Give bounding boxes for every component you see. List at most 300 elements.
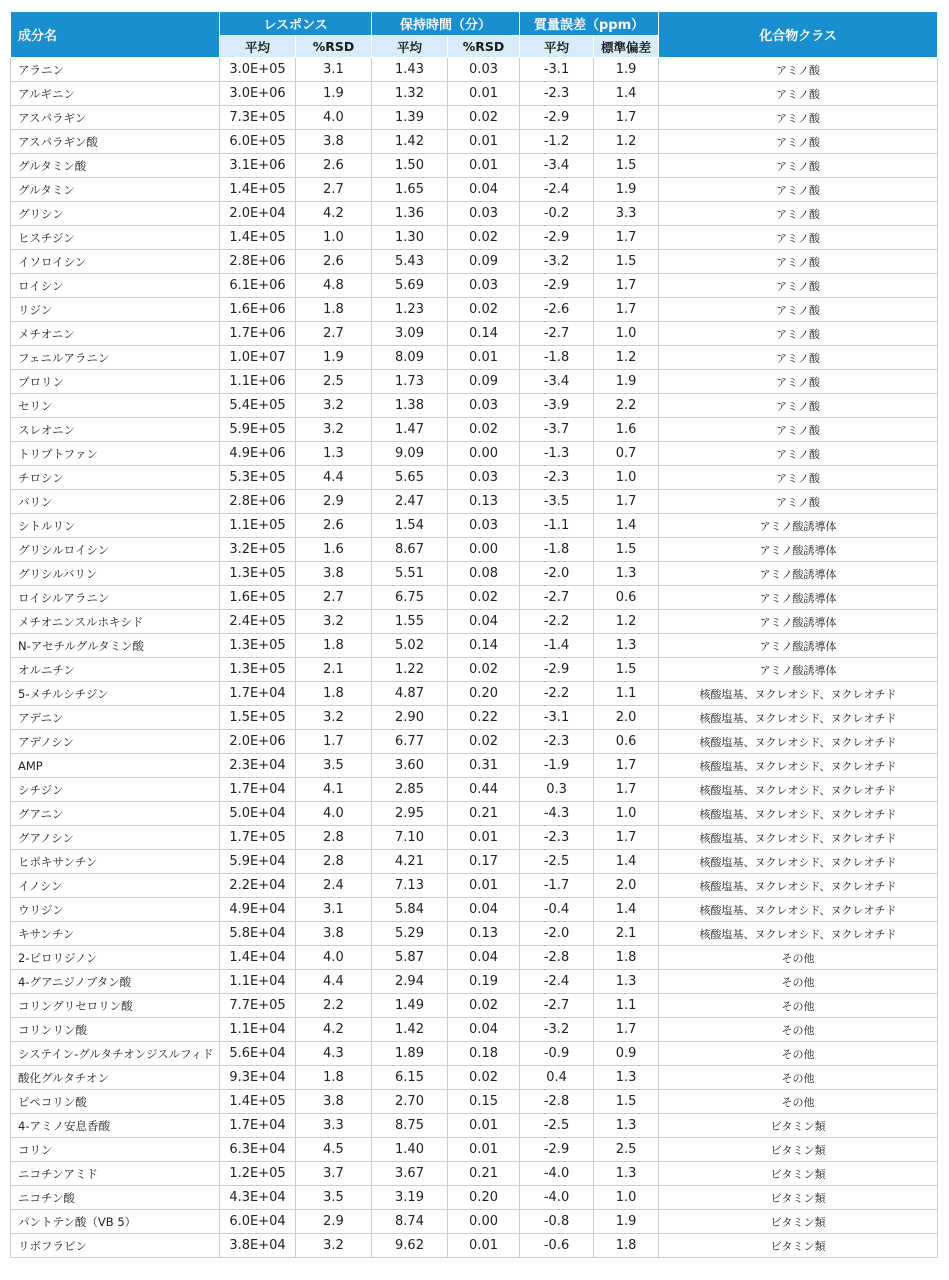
mass-error-mean-cell: -2.6 (520, 298, 594, 322)
retention-mean-cell: 1.39 (372, 106, 448, 130)
response-rsd-cell: 4.4 (296, 466, 372, 490)
compound-class-cell: アミノ酸 (659, 82, 938, 106)
response-rsd-cell: 4.0 (296, 802, 372, 826)
response-mean-cell: 6.3E+04 (220, 1138, 296, 1162)
response-mean-cell: 2.0E+06 (220, 730, 296, 754)
response-rsd-cell: 2.4 (296, 874, 372, 898)
retention-rsd-cell: 0.13 (448, 490, 520, 514)
retention-mean-cell: 4.21 (372, 850, 448, 874)
compound-class-cell: 核酸塩基、ヌクレオシド、ヌクレオチド (659, 802, 938, 826)
mass-error-mean-cell: -3.5 (520, 490, 594, 514)
retention-rsd-cell: 0.03 (448, 514, 520, 538)
mass-error-sd-cell: 1.4 (594, 898, 659, 922)
compound-name-cell: グアニン (11, 802, 220, 826)
compound-class-cell: 核酸塩基、ヌクレオシド、ヌクレオチド (659, 730, 938, 754)
retention-mean-cell: 2.94 (372, 970, 448, 994)
compound-name-cell: N-アセチルグルタミン酸 (11, 634, 220, 658)
mass-error-sd-cell: 1.5 (594, 250, 659, 274)
response-rsd-cell: 3.1 (296, 58, 372, 82)
compound-class-cell: アミノ酸 (659, 442, 938, 466)
compound-name-cell: リジン (11, 298, 220, 322)
response-mean-cell: 4.3E+04 (220, 1186, 296, 1210)
compound-class-cell: その他 (659, 946, 938, 970)
response-rsd-header: %RSD (296, 36, 372, 58)
retention-mean-cell: 1.43 (372, 58, 448, 82)
mass-error-sd-cell: 2.2 (594, 394, 659, 418)
table-row (11, 514, 938, 538)
mass-error-mean-cell: -2.7 (520, 322, 594, 346)
compound-class-cell: 核酸塩基、ヌクレオシド、ヌクレオチド (659, 754, 938, 778)
response-header: レスポンス (220, 12, 372, 36)
compound-name-cell: ニコチンアミド (11, 1162, 220, 1186)
retention-mean-cell: 1.55 (372, 610, 448, 634)
mass-error-sd-cell: 1.5 (594, 538, 659, 562)
mass-error-mean-cell: -3.9 (520, 394, 594, 418)
retention-mean-cell: 6.15 (372, 1066, 448, 1090)
mass-error-sd-cell: 1.0 (594, 322, 659, 346)
retention-mean-cell: 1.89 (372, 1042, 448, 1066)
response-mean-cell: 2.4E+05 (220, 610, 296, 634)
mass-error-mean-cell: -3.1 (520, 58, 594, 82)
compound-name-cell: オルニチン (11, 658, 220, 682)
compound-class-cell: その他 (659, 994, 938, 1018)
retention-mean-cell: 1.50 (372, 154, 448, 178)
response-rsd-cell: 4.1 (296, 778, 372, 802)
retention-mean-cell: 1.65 (372, 178, 448, 202)
compound-class-cell: アミノ酸 (659, 178, 938, 202)
mass-error-sd-cell: 1.3 (594, 634, 659, 658)
retention-rsd-cell: 0.02 (448, 418, 520, 442)
table-row (11, 106, 938, 130)
mass-error-mean-cell: -4.3 (520, 802, 594, 826)
retention-mean-cell: 1.32 (372, 82, 448, 106)
mass-error-sd-cell: 1.3 (594, 1162, 659, 1186)
compound-class-cell: アミノ酸 (659, 298, 938, 322)
table-row (11, 1234, 938, 1258)
compound-class-cell: アミノ酸 (659, 490, 938, 514)
response-mean-cell: 1.1E+05 (220, 514, 296, 538)
mass-error-mean-cell: -0.4 (520, 898, 594, 922)
response-rsd-cell: 3.2 (296, 418, 372, 442)
response-rsd-cell: 1.7 (296, 730, 372, 754)
response-rsd-cell: 3.2 (296, 610, 372, 634)
compound-name-cell: チロシン (11, 466, 220, 490)
compound-name-cell: メチオニンスルホキシド (11, 610, 220, 634)
response-mean-cell: 1.1E+06 (220, 370, 296, 394)
response-rsd-cell: 1.3 (296, 442, 372, 466)
compound-class-cell: 核酸塩基、ヌクレオシド、ヌクレオチド (659, 826, 938, 850)
response-rsd-cell: 4.3 (296, 1042, 372, 1066)
compound-class-cell: アミノ酸 (659, 130, 938, 154)
compound-class-cell: アミノ酸 (659, 322, 938, 346)
compound-class-cell: アミノ酸 (659, 250, 938, 274)
response-mean-cell: 3.2E+05 (220, 538, 296, 562)
mass-error-mean-cell: -1.2 (520, 130, 594, 154)
response-rsd-cell: 1.9 (296, 346, 372, 370)
response-mean-cell: 1.6E+06 (220, 298, 296, 322)
mass-error-mean-cell: -3.2 (520, 250, 594, 274)
retention-rsd-cell: 0.21 (448, 1162, 520, 1186)
mass-error-mean-cell: -1.7 (520, 874, 594, 898)
mass-error-sd-cell: 1.5 (594, 1090, 659, 1114)
retention-mean-cell: 1.42 (372, 130, 448, 154)
mass-error-mean-cell: -1.1 (520, 514, 594, 538)
mass-error-mean-cell: -2.7 (520, 994, 594, 1018)
retention-mean-cell: 1.23 (372, 298, 448, 322)
compound-class-cell: アミノ酸誘導体 (659, 562, 938, 586)
retention-rsd-cell: 0.01 (448, 1234, 520, 1258)
compound-name-cell: ピペコリン酸 (11, 1090, 220, 1114)
compound-class-cell: ビタミン類 (659, 1114, 938, 1138)
mass-error-mean-cell: -1.4 (520, 634, 594, 658)
response-rsd-cell: 3.2 (296, 1234, 372, 1258)
compound-class-cell: ビタミン類 (659, 1138, 938, 1162)
retention-mean-cell: 1.49 (372, 994, 448, 1018)
compound-name-cell: シチジン (11, 778, 220, 802)
compound-class-cell: その他 (659, 970, 938, 994)
retention-mean-cell: 5.51 (372, 562, 448, 586)
table-row (11, 538, 938, 562)
mass-error-mean-cell: -2.9 (520, 226, 594, 250)
compound-name-cell: 4-アミノ安息香酸 (11, 1114, 220, 1138)
response-rsd-cell: 2.9 (296, 490, 372, 514)
mass-error-sd-cell: 1.9 (594, 178, 659, 202)
table-row (11, 970, 938, 994)
retention-rsd-cell: 0.20 (448, 1186, 520, 1210)
response-rsd-cell: 4.2 (296, 202, 372, 226)
retention-rsd-cell: 0.03 (448, 202, 520, 226)
retention-rsd-cell: 0.01 (448, 82, 520, 106)
mass-error-sd-cell: 0.7 (594, 442, 659, 466)
compound-name-cell: ロイシルアラニン (11, 586, 220, 610)
compound-name-cell: グアノシン (11, 826, 220, 850)
response-rsd-cell: 2.9 (296, 1210, 372, 1234)
mass-error-mean-cell: -1.3 (520, 442, 594, 466)
response-mean-cell: 1.7E+05 (220, 826, 296, 850)
response-mean-cell: 6.0E+05 (220, 130, 296, 154)
retention-rsd-cell: 0.04 (448, 1018, 520, 1042)
retention-rsd-cell: 0.02 (448, 106, 520, 130)
retention-rsd-cell: 0.03 (448, 394, 520, 418)
compound-class-cell: その他 (659, 1042, 938, 1066)
mass-error-sd-cell: 1.6 (594, 418, 659, 442)
retention-mean-cell: 1.36 (372, 202, 448, 226)
compound-class-cell: その他 (659, 1090, 938, 1114)
compound-class-cell: アミノ酸 (659, 346, 938, 370)
mass-error-mean-cell: -0.2 (520, 202, 594, 226)
mass-error-sd-cell: 1.0 (594, 802, 659, 826)
response-mean-cell: 1.6E+05 (220, 586, 296, 610)
mass-error-sd-cell: 1.7 (594, 826, 659, 850)
retention-mean-cell: 1.42 (372, 1018, 448, 1042)
response-rsd-cell: 3.8 (296, 922, 372, 946)
mass-error-sd-cell: 1.4 (594, 514, 659, 538)
mass-error-sd-cell: 1.9 (594, 58, 659, 82)
retention-rsd-cell: 0.31 (448, 754, 520, 778)
table-row (11, 994, 938, 1018)
mass-error-sd-cell: 2.5 (594, 1138, 659, 1162)
mass-error-mean-cell: 0.3 (520, 778, 594, 802)
response-mean-cell: 1.4E+04 (220, 946, 296, 970)
compound-name-cell: フェニルアラニン (11, 346, 220, 370)
mass-error-sd-cell: 1.3 (594, 1066, 659, 1090)
response-mean-cell: 2.2E+04 (220, 874, 296, 898)
retention-mean-cell: 3.67 (372, 1162, 448, 1186)
compound-class-cell: その他 (659, 1066, 938, 1090)
table-row (11, 658, 938, 682)
results-table (10, 11, 938, 1258)
table-body (11, 58, 938, 1258)
mass-error-sd-cell: 1.3 (594, 1114, 659, 1138)
mass-error-mean-cell: -0.9 (520, 1042, 594, 1066)
table-row (11, 730, 938, 754)
compound-name-header: 成分名 (11, 12, 220, 58)
mass-error-sd-cell: 2.0 (594, 706, 659, 730)
retention-rsd-cell: 0.15 (448, 1090, 520, 1114)
response-rsd-cell: 4.0 (296, 946, 372, 970)
compound-name-cell: グリシルバリン (11, 562, 220, 586)
compound-name-cell: メチオニン (11, 322, 220, 346)
retention-mean-cell: 5.29 (372, 922, 448, 946)
compound-name-cell: 4-グアニジノブタン酸 (11, 970, 220, 994)
mass-error-mean-cell: -2.4 (520, 970, 594, 994)
response-mean-cell: 3.0E+05 (220, 58, 296, 82)
retention-mean-cell: 2.70 (372, 1090, 448, 1114)
retention-rsd-cell: 0.04 (448, 178, 520, 202)
retention-mean-cell: 8.74 (372, 1210, 448, 1234)
mass-error-sd-cell: 1.7 (594, 490, 659, 514)
retention-mean-cell: 1.38 (372, 394, 448, 418)
table-row (11, 874, 938, 898)
response-rsd-cell: 4.8 (296, 274, 372, 298)
mass-error-sd-cell: 1.9 (594, 1210, 659, 1234)
response-rsd-cell: 1.8 (296, 634, 372, 658)
retention-mean-cell: 5.87 (372, 946, 448, 970)
compound-name-cell: セリン (11, 394, 220, 418)
response-rsd-cell: 2.1 (296, 658, 372, 682)
compound-class-cell: アミノ酸 (659, 202, 938, 226)
mass-error-mean-cell: -2.9 (520, 1138, 594, 1162)
mass-error-mean-cell: -2.3 (520, 466, 594, 490)
response-mean-cell: 1.4E+05 (220, 178, 296, 202)
retention-rsd-cell: 0.03 (448, 58, 520, 82)
mass-error-mean-cell: -2.9 (520, 658, 594, 682)
retention-rsd-cell: 0.04 (448, 610, 520, 634)
retention-mean-cell: 8.09 (372, 346, 448, 370)
table-row (11, 250, 938, 274)
compound-name-cell: ヒポキサンチン (11, 850, 220, 874)
compound-class-cell: アミノ酸 (659, 58, 938, 82)
compound-class-cell: アミノ酸 (659, 154, 938, 178)
response-rsd-cell: 1.0 (296, 226, 372, 250)
retention-rsd-cell: 0.18 (448, 1042, 520, 1066)
response-mean-cell: 1.7E+04 (220, 778, 296, 802)
retention-mean-cell: 8.67 (372, 538, 448, 562)
mass-error-mean-cell: -3.1 (520, 706, 594, 730)
compound-name-cell: グルタミン酸 (11, 154, 220, 178)
response-rsd-cell: 2.8 (296, 826, 372, 850)
response-mean-cell: 2.8E+06 (220, 490, 296, 514)
mass-error-mean-cell: -3.4 (520, 370, 594, 394)
response-mean-cell: 2.0E+04 (220, 202, 296, 226)
table-row (11, 610, 938, 634)
table-row (11, 922, 938, 946)
response-mean-cell: 1.3E+05 (220, 562, 296, 586)
response-rsd-cell: 3.3 (296, 1114, 372, 1138)
retention-rsd-cell: 0.01 (448, 1138, 520, 1162)
compound-name-cell: イノシン (11, 874, 220, 898)
response-mean-cell: 2.3E+04 (220, 754, 296, 778)
mass-error-mean-cell: -1.9 (520, 754, 594, 778)
mass-error-sd-cell: 1.0 (594, 1186, 659, 1210)
retention-rsd-cell: 0.01 (448, 346, 520, 370)
compound-name-cell: バリン (11, 490, 220, 514)
retention-mean-cell: 5.84 (372, 898, 448, 922)
response-mean-cell: 4.9E+04 (220, 898, 296, 922)
response-mean-cell: 1.3E+05 (220, 634, 296, 658)
compound-name-cell: コリングリセロリン酸 (11, 994, 220, 1018)
mass-error-sd-cell: 1.4 (594, 850, 659, 874)
compound-class-cell: アミノ酸誘導体 (659, 586, 938, 610)
compound-name-cell: リボフラビン (11, 1234, 220, 1258)
compound-name-cell: アデノシン (11, 730, 220, 754)
compound-class-cell: アミノ酸誘導体 (659, 634, 938, 658)
mass-error-sd-cell: 1.9 (594, 370, 659, 394)
mass-error-sd-cell: 1.5 (594, 154, 659, 178)
retention-mean-cell: 2.85 (372, 778, 448, 802)
table-row (11, 58, 938, 82)
retention-mean-cell: 1.30 (372, 226, 448, 250)
retention-rsd-cell: 0.22 (448, 706, 520, 730)
table-row (11, 634, 938, 658)
retention-mean-cell: 4.87 (372, 682, 448, 706)
mass-error-mean-cell: -2.3 (520, 82, 594, 106)
table-row (11, 274, 938, 298)
mass-error-sd-cell: 1.7 (594, 106, 659, 130)
retention-mean-cell: 9.62 (372, 1234, 448, 1258)
table-row (11, 946, 938, 970)
mass-error-mean-cell: -0.8 (520, 1210, 594, 1234)
response-mean-cell: 1.2E+05 (220, 1162, 296, 1186)
table-row (11, 82, 938, 106)
retention-mean-cell: 1.54 (372, 514, 448, 538)
retention-rsd-cell: 0.14 (448, 634, 520, 658)
compound-class-cell: アミノ酸誘導体 (659, 610, 938, 634)
response-mean-cell: 1.7E+04 (220, 1114, 296, 1138)
retention-mean-cell: 3.60 (372, 754, 448, 778)
mass-error-sd-cell: 1.2 (594, 346, 659, 370)
table-row (11, 1018, 938, 1042)
retention-mean-cell: 5.43 (372, 250, 448, 274)
mass-error-mean-cell: 0.4 (520, 1066, 594, 1090)
compound-name-cell: ヒスチジン (11, 226, 220, 250)
table-row (11, 442, 938, 466)
response-mean-cell: 3.0E+06 (220, 82, 296, 106)
retention-rsd-cell: 0.02 (448, 1066, 520, 1090)
response-mean-cell: 1.1E+04 (220, 1018, 296, 1042)
mass-error-mean-cell: -0.6 (520, 1234, 594, 1258)
retention-rsd-cell: 0.13 (448, 922, 520, 946)
compound-name-cell: アデニン (11, 706, 220, 730)
mass-error-mean-cell: -1.8 (520, 346, 594, 370)
retention-mean-cell: 2.95 (372, 802, 448, 826)
retention-mean-cell: 7.13 (372, 874, 448, 898)
retention-mean-cell: 3.09 (372, 322, 448, 346)
mass-error-sd-cell: 1.1 (594, 994, 659, 1018)
response-mean-cell: 7.3E+05 (220, 106, 296, 130)
table-row (11, 1114, 938, 1138)
response-mean-cell: 5.9E+04 (220, 850, 296, 874)
retention-rsd-cell: 0.17 (448, 850, 520, 874)
mass-error-mean-cell: -4.0 (520, 1162, 594, 1186)
mass-error-mean-cell: -2.5 (520, 850, 594, 874)
table-row (11, 802, 938, 826)
mass-error-mean-cell: -2.2 (520, 610, 594, 634)
compound-name-cell: ウリジン (11, 898, 220, 922)
table-row (11, 1042, 938, 1066)
mass-error-mean-cell: -2.3 (520, 730, 594, 754)
response-rsd-cell: 2.5 (296, 370, 372, 394)
compound-name-cell: 酸化グルタチオン (11, 1066, 220, 1090)
compound-name-cell: コリンリン酸 (11, 1018, 220, 1042)
response-rsd-cell: 3.2 (296, 706, 372, 730)
compound-name-cell: プロリン (11, 370, 220, 394)
retention-rsd-cell: 0.01 (448, 130, 520, 154)
response-rsd-cell: 2.6 (296, 250, 372, 274)
mass-error-sd-cell: 1.7 (594, 226, 659, 250)
retention-rsd-cell: 0.00 (448, 442, 520, 466)
mass-error-sd-cell: 1.3 (594, 562, 659, 586)
response-rsd-cell: 2.7 (296, 178, 372, 202)
compound-name-cell: アスパラギン (11, 106, 220, 130)
table-row (11, 298, 938, 322)
compound-class-cell: 核酸塩基、ヌクレオシド、ヌクレオチド (659, 922, 938, 946)
mass-error-mean-cell: -2.5 (520, 1114, 594, 1138)
retention-mean-cell: 7.10 (372, 826, 448, 850)
mass-error-sd-cell: 2.1 (594, 922, 659, 946)
table-row (11, 178, 938, 202)
table-row (11, 466, 938, 490)
response-mean-cell: 1.5E+05 (220, 706, 296, 730)
compound-name-cell: アラニン (11, 58, 220, 82)
response-mean-cell: 1.4E+05 (220, 226, 296, 250)
response-mean-cell: 6.1E+06 (220, 274, 296, 298)
response-rsd-cell: 1.8 (296, 298, 372, 322)
mass-error-mean-cell: -2.0 (520, 562, 594, 586)
compound-name-cell: パントテン酸（VB 5） (11, 1210, 220, 1234)
mass-error-mean-cell: -2.8 (520, 1090, 594, 1114)
compound-class-cell: アミノ酸 (659, 466, 938, 490)
table-row (11, 1138, 938, 1162)
table-row (11, 1066, 938, 1090)
response-rsd-cell: 3.8 (296, 562, 372, 586)
compound-class-cell: 核酸塩基、ヌクレオシド、ヌクレオチド (659, 898, 938, 922)
retention-rsd-cell: 0.02 (448, 226, 520, 250)
mass-error-sd-cell: 1.7 (594, 274, 659, 298)
table-row (11, 682, 938, 706)
response-mean-header: 平均 (220, 36, 296, 58)
compound-name-cell: スレオニン (11, 418, 220, 442)
retention-mean-cell: 8.75 (372, 1114, 448, 1138)
response-mean-cell: 3.1E+06 (220, 154, 296, 178)
retention-mean-cell: 2.47 (372, 490, 448, 514)
retention-rsd-cell: 0.09 (448, 370, 520, 394)
response-rsd-cell: 4.0 (296, 106, 372, 130)
retention-rsd-cell: 0.04 (448, 946, 520, 970)
response-mean-cell: 5.3E+05 (220, 466, 296, 490)
response-rsd-cell: 1.8 (296, 1066, 372, 1090)
table-row (11, 1162, 938, 1186)
